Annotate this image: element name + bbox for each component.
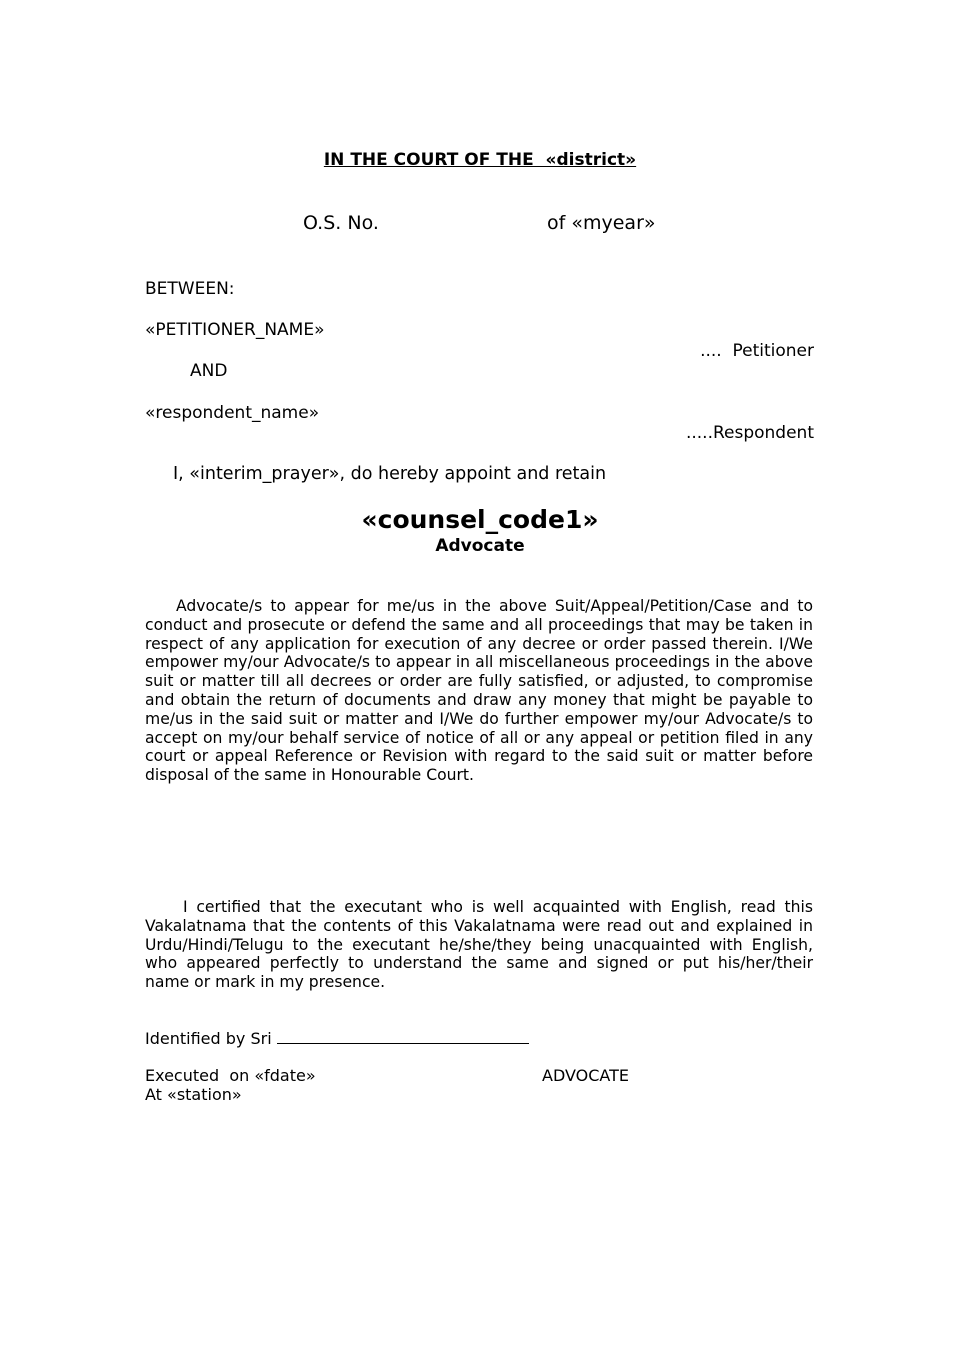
respondent-name: «respondent_name» [145, 403, 320, 423]
counsel-name: «counsel_code1» [361, 505, 599, 534]
advocate-signature-label: ADVOCATE [542, 1066, 629, 1085]
petitioner-name: «PETITIONER_NAME» [145, 320, 325, 340]
and-label: AND [190, 361, 228, 381]
between-label: BETWEEN: [145, 279, 235, 299]
authority-paragraph: Advocate/s to appear for me/us in the above Suit/Appeal/Petition/Case and to conduct and prosecute or defend the same and all proceedings that may be taken in respect of any application for execution of any decree or order passed therein. I/We empower my/our Advocate/s to appear in all miscellaneous proceedings in the above suit or matter till all decrees or order are fully satisfied, or adjusted, to compromise and obtain the return of documents and draw any money that might be payable to me/us in the said suit or matter and I/We do further empower my/our Advocate/s to accept on my/our behalf service of notice of all or any appeal or petition filed in any court or appeal Reference or Revision with regard to the said suit or matter before disposal of the same in Honourable Court. [145, 597, 813, 785]
os-number-label: O.S. No. [303, 212, 379, 234]
signature-blank-line [277, 1029, 529, 1044]
petitioner-role: .... Petitioner [700, 341, 814, 361]
identified-by-line [145, 1029, 529, 1048]
executed-on: Executed on «fdate» [145, 1066, 316, 1085]
executed-at-station: At «station» [145, 1085, 242, 1104]
court-title: IN THE COURT OF THE «district» [323, 150, 637, 170]
advocate-title: Advocate [435, 536, 525, 556]
os-year: of «myear» [547, 212, 656, 234]
appointment-statement: I, «interim_prayer», do hereby appoint and retain [173, 464, 607, 484]
identified-by-label: Identified by Sri [145, 1029, 277, 1048]
certification-paragraph: I certified that the executant who is well acquainted with English, read this Vakalatnama that the contents of this Vakalatnama were read out and explained in Urdu/Hindi/Telugu to the executant he/she/they being unacquainted with English, who appeared perfectly to understand the same and signed or put his/her/their name or mark in my presence. [145, 898, 813, 992]
respondent-role: .....Respondent [685, 423, 814, 443]
